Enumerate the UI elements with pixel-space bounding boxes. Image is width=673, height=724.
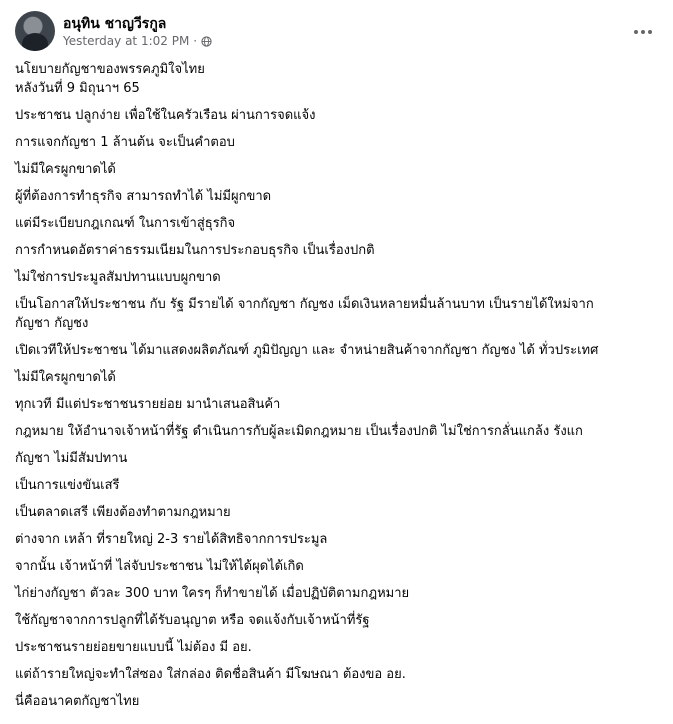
more-options-icon[interactable] [628, 17, 658, 47]
author-name[interactable]: อนุทิน ชาญวีรกูล [63, 16, 167, 32]
post-paragraph: จากนั้น เจ้าหน้าที่ ไล่จับประชาชน ไม่ให้ได้ผุดได้เกิด [15, 559, 304, 574]
post-paragraph: นี่คืออนาคตกัญชาไทย [15, 694, 140, 709]
post-paragraph: เป็นตลาดเสรี เพียงต้องทำตามกฎหมาย [15, 505, 231, 520]
post-paragraph: แต่ถ้ารายใหญ่จะทำใส่ซอง ใส่กล่อง ติดชื่อสินค้า มีโฆษณา ต้องขอ อย. [15, 667, 406, 682]
post-paragraph: เป็นโอกาสให้ประชาชน กับ รัฐ มีรายได้ จากกัญชา กัญชง เม็ดเงินหลายหมื่นล้านบาท เป็นรายได้ใหม่จาก กัญชา กัญชง [15, 297, 594, 331]
post-paragraph: เปิดเวทีให้ประชาชน ได้มาแสดงผลิตภัณฑ์ ภูมิปัญญา และ จำหน่ายสินค้าจากกัญชา กัญชง ได้ ทั่วประเทศ [15, 343, 599, 358]
post-paragraph: กัญชา ไม่มีสัมปทาน [15, 451, 128, 466]
post-paragraph: ประชาชนรายย่อยขายแบบนี้ ไม่ต้อง มี อย. [15, 640, 252, 655]
post-paragraph: ไม่ใช่การประมูลสัมปทานแบบผูกขาด [15, 270, 221, 285]
globe-icon[interactable] [201, 36, 212, 47]
post-body-text [15, 60, 655, 719]
post-paragraph: ประชาชน ปลูกง่าย เพื่อใช้ในครัวเรือน ผ่านการจดแจ้ง [15, 108, 316, 123]
post-meta [63, 34, 212, 48]
post-paragraph: กฎหมาย ให้อำนาจเจ้าหน้าที่รัฐ ดำเนินการกับผู้ละเมิดกฎหมาย เป็นเรื่องปกติ ไม่ใช่การกลั่นแกล้ง รังแก [15, 424, 583, 439]
meta-separator: · [193, 34, 198, 48]
post-paragraph: ทุกเวที มีแต่ประชาชนรายย่อย มานำเสนอสินค้า [15, 397, 281, 412]
post-paragraph: นโยบายกัญชาของพรรคภูมิใจไทย หลังวันที่ 9 มิถุนาฯ 65 [15, 62, 205, 96]
post-timestamp[interactable]: Yesterday at 1:02 PM [63, 34, 190, 48]
author-avatar[interactable] [15, 11, 55, 51]
post-paragraph: ไก่ย่างกัญชา ตัวละ 300 บาท ใครๆ ก็ทำขายได้ เมื่อปฏิบัติตามกฎหมาย [15, 586, 410, 601]
post-header [15, 11, 660, 53]
post-paragraph: แต่มีระเบียบกฎเกณฑ์ ในการเข้าสู่ธุรกิจ [15, 216, 236, 231]
post-paragraph: ใช้กัญชาจากการปลูกที่ได้รับอนุญาต หรือ จดแจ้งกับเจ้าหน้าที่รัฐ [15, 613, 370, 628]
post-paragraph: ไม่มีใครผูกขาดได้ [15, 370, 116, 385]
post-paragraph: การกำหนดอัตราค่าธรรมเนียมในการประกอบธุรกิจ เป็นเรื่องปกติ [15, 243, 375, 258]
post-paragraph: ไม่มีใครผูกขาดได้ [15, 162, 116, 177]
post-paragraph: เป็นการแข่งขันเสรี [15, 478, 120, 493]
post-paragraph: ต่างจาก เหล้า ที่รายใหญ่ 2-3 รายได้สิทธิจากการประมูล [15, 532, 328, 547]
post-paragraph: ผู้ที่ต้องการทำธุรกิจ สามารถทำได้ ไม่มีผูกขาด [15, 189, 272, 204]
post-paragraph: การแจกกัญชา 1 ล้านต้น จะเป็นคำตอบ [15, 135, 235, 150]
